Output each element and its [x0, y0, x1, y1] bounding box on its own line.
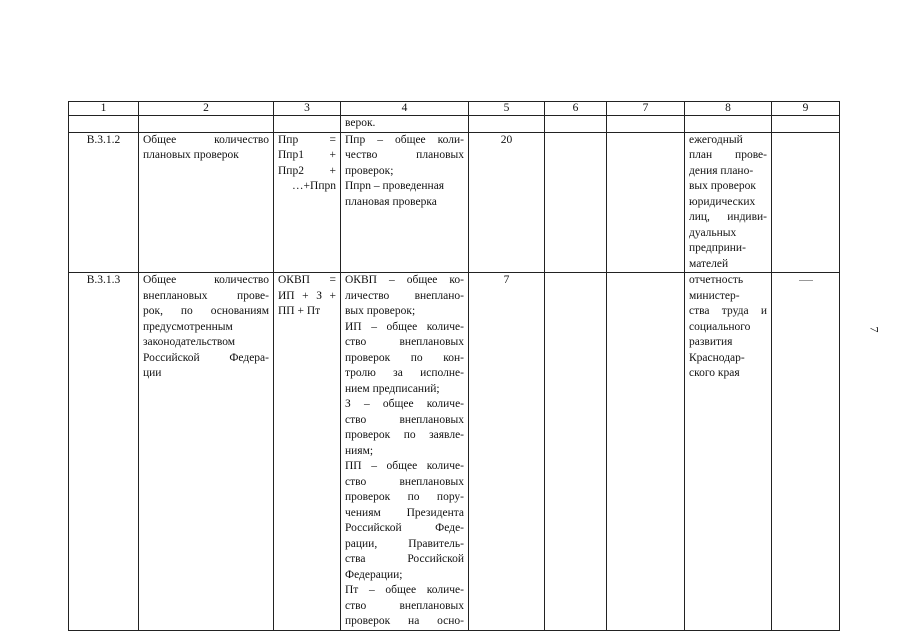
table-row [69, 273, 840, 631]
header-col-5: 5 [469, 102, 545, 116]
dash-mark [799, 280, 813, 281]
header-col-1: 1 [69, 102, 139, 116]
table-row [69, 132, 840, 273]
continuation-text: верок. [341, 116, 469, 133]
indicator-name: Общее количество внеплановых прове- рок, по основаниям предусмотренным законодательством Российской Федера- ции [139, 273, 274, 631]
indicator-name: Общее количество плановых проверок [139, 132, 274, 273]
indicator-code: В.3.1.3 [69, 273, 139, 631]
header-col-6: 6 [545, 102, 607, 116]
indicator-source: отчетность министер- ства труда и социального развития Краснодар- ского края [685, 273, 772, 631]
header-row [69, 102, 840, 116]
header-col-8: 8 [685, 102, 772, 116]
header-col-9: 9 [772, 102, 840, 116]
indicator-source: ежегодный план прове- дения плано- вых проверок юридических лиц, индиви- дуальных предприни- мателей [685, 132, 772, 273]
indicator-formula: Ппр = Ппр1 + Ппр2 + …+Ппрn [274, 132, 341, 273]
page-number: 7 [867, 326, 882, 333]
indicator-description: Ппр – общее коли- чество плановых проверок; Ппрn – проведенная плановая проверка [341, 132, 469, 273]
indicator-formula: ОКВП = ИП + З + ПП + Пт [274, 273, 341, 631]
indicator-value: 20 [469, 132, 545, 273]
header-col-2: 2 [139, 102, 274, 116]
header-col-3: 3 [274, 102, 341, 116]
indicator-description: ОКВП – общее ко- личество внеплано- вых проверок; ИП – общее количе- ство внеплановых проверок по кон- тролю за исполне- нием предписаний; З – общее количе- ство внеплановых проверок по заявле- ниям; ПП – общее количе- ство внеплановых проверок по пору- чениям Президента Российской Феде- рации, Правитель- ства Российской Федерации; Пт – общее количе- ство внеплановых проверок на осно- [341, 273, 469, 631]
indicators-table [68, 101, 840, 631]
header-col-7: 7 [607, 102, 685, 116]
indicator-value: 7 [469, 273, 545, 631]
continuation-row [69, 116, 840, 133]
indicator-code: В.3.1.2 [69, 132, 139, 273]
header-col-4: 4 [341, 102, 469, 116]
